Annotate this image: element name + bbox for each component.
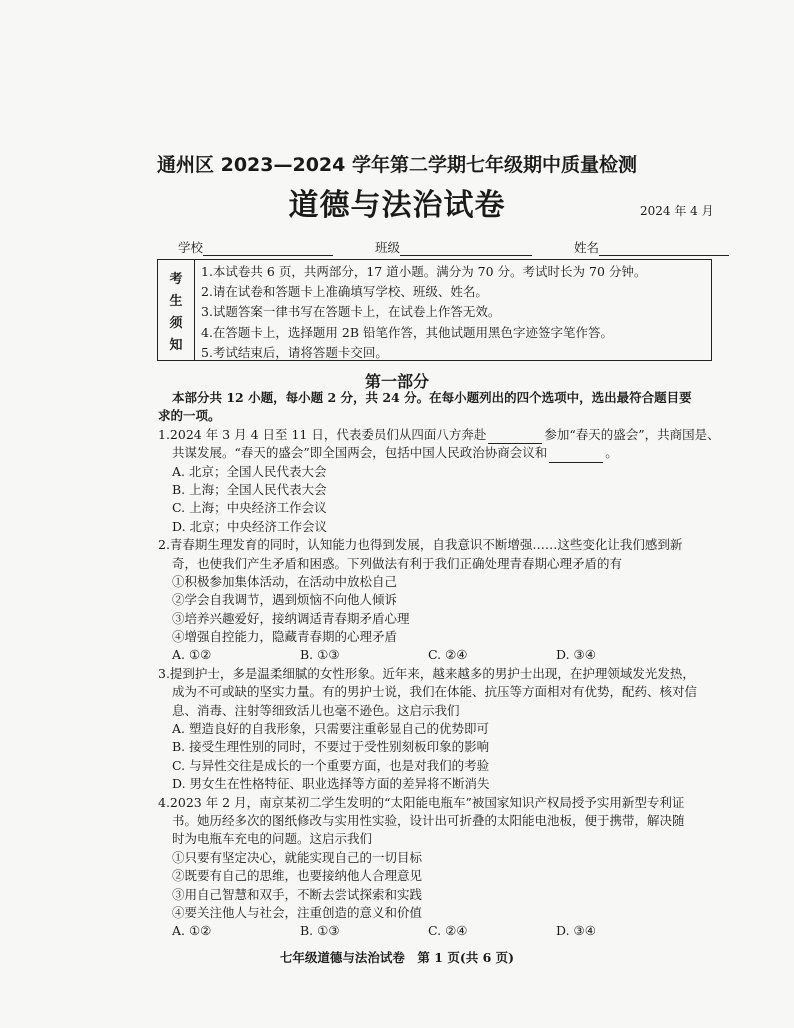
question-4-cont: 时为电瓶车充电的问题。这启示我们 xyxy=(172,831,373,847)
notice-item: 5.考试结束后，请将答题卡交回。 xyxy=(201,344,388,360)
statement: ②既要有自己的思维，也要接纳他人合理意见 xyxy=(172,868,423,884)
option: C. 与异性交往是成长的一个重要方面，也是对我们的考验 xyxy=(172,757,490,773)
notice-item: 2.请在试卷和答题卡上准确填写学校、班级、姓名。 xyxy=(201,284,488,300)
option: D. 男女生在性格特征、职业选择等方面的差异将不断消失 xyxy=(172,776,490,792)
notice-item: 3.试题答案一律书写在答题卡上，在试卷上作答无效。 xyxy=(201,304,501,320)
statement: ③用自己智慧和双手，不断去尝试探索和实践 xyxy=(172,886,423,902)
page-footer: 七年级道德与法治试卷 第 1 页(共 6 页) xyxy=(279,950,515,965)
question-1-cont: 共谋发展。“春天的盛会”即全国两会，包括中国人民政治协商会议和 。 xyxy=(158,444,728,462)
school-line xyxy=(203,243,333,256)
question-1: 1.2024 年 3 月 4 日至 11 日，代表委员们从四面八方奔赴 参加“春天的盛会”，共商国是、 xyxy=(158,426,728,444)
exam-notice-box xyxy=(157,259,712,361)
question-3: 3.提到护士，多是温柔细腻的女性形象。近年来，越来越多的男护士出现，在护理领域发光发热， xyxy=(158,665,695,681)
statement: ①积极参加集体活动，在活动中放松自己 xyxy=(172,573,398,589)
option: A. 塑造良好的自我形象，只需要注重彰显自己的优势即可 xyxy=(172,721,489,737)
notice-items xyxy=(201,262,646,363)
notice-item: 4.在答题卡上，选择题用 2B 铅笔作答，其他试题用黑色字迹签字笔作答。 xyxy=(201,324,614,340)
statement: ④增强自控能力，隐藏青春期的心理矛盾 xyxy=(172,629,398,645)
statement: ③培养兴趣爱好，接纳调适青春期矛盾心理 xyxy=(172,610,410,626)
question-4-cont: 书。她历经多次的图纸修改与实用性实验，设计出可折叠的太阳能电池板，便于携带，解决随 xyxy=(172,812,685,828)
statement: ①只要有坚定决心，就能实现自己的一切目标 xyxy=(172,849,423,865)
notice-side-label: 考 生 须 知 xyxy=(158,260,195,360)
option: B. 上海；全国人民代表大会 xyxy=(172,481,327,497)
exam-title: 通州区 2023—2024 学年第二学期七年级期中质量检测 xyxy=(157,154,637,176)
part-intro: 求的一项。 xyxy=(158,408,221,424)
answer-blank xyxy=(488,431,542,444)
question-4: 4.2023 年 2 月，南京某初二学生发明的“太阳能电瓶车”被国家知识产权局授予实用新型专利证 xyxy=(158,794,685,810)
subject-title: 道德与法治试卷 xyxy=(288,188,506,223)
option: B. 接受生理性别的同时，不要过于受性别刻板印象的影响 xyxy=(172,739,490,755)
statement: ④要关注他人与社会，注重创造的意义和价值 xyxy=(172,904,423,920)
student-info-fields xyxy=(178,238,729,256)
exam-date: 2024 年 4 月 xyxy=(640,204,714,218)
options-row: A. ①② B. ①③ C. ②④ D. ③④ xyxy=(172,647,596,663)
class-label: 班级 xyxy=(374,240,400,255)
option: A. 北京；全国人民代表大会 xyxy=(172,463,327,479)
question-2: 2.青春期生理发育的同时，认知能力也得到发展，自我意识不断增强……这些变化让我们感到新 xyxy=(158,537,683,553)
statement: ②学会自我调节，遇到烦恼不向他人倾诉 xyxy=(172,592,398,608)
answer-blank xyxy=(549,450,603,463)
question-2-cont: 奇，也使我们产生矛盾和困惑。下列做法有利于我们正确处理青春期心理矛盾的有 xyxy=(172,555,623,571)
question-3-cont: 成为不可或缺的坚实力量。有的男护士说，我们在体能、抗压等方面相对有优势，配药、核对信 xyxy=(172,684,698,700)
notice-item: 1.本试卷共 6 页，共两部分，17 道小题。满分为 70 分。考试时长为 70 分钟。 xyxy=(201,264,647,279)
part-intro: 本部分共 12 小题，每小题 2 分，共 24 分。在每小题列出的四个选项中，选出最符合题目要 xyxy=(172,390,692,405)
option: D. 北京；中央经济工作会议 xyxy=(172,518,328,534)
part-one-title: 第一部分 xyxy=(364,372,429,391)
name-line xyxy=(599,243,729,256)
school-label: 学校 xyxy=(178,240,204,255)
option: C. 上海；中央经济工作会议 xyxy=(172,500,327,516)
options-row: A. ①② B. ①③ C. ②④ D. ③④ xyxy=(172,923,596,939)
questions xyxy=(158,389,728,941)
name-label: 姓名 xyxy=(573,240,599,255)
class-line xyxy=(400,243,532,256)
question-3-cont: 息、消毒、注射等细致活儿也毫不逊色。这启示我们 xyxy=(172,702,460,718)
